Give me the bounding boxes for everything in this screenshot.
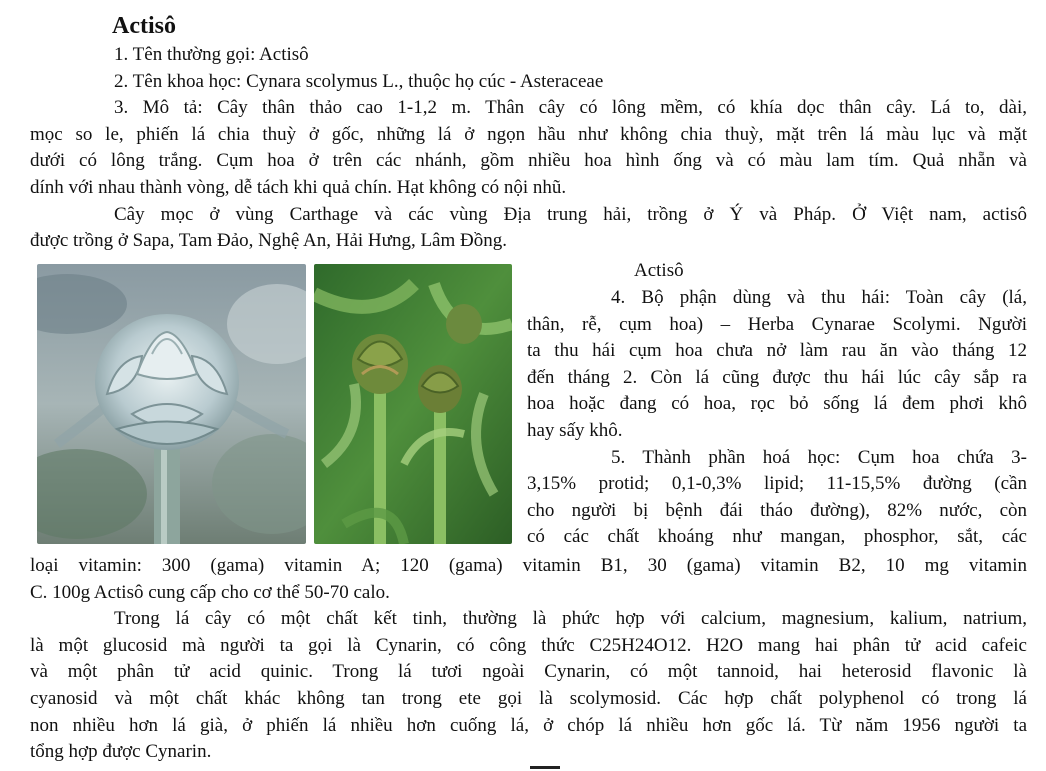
habitat-line-1: Cây mọc ở vùng Carthage và các vùng Địa trung hải, trồng ở Ý và Pháp. Ở Việt nam, actisô [114,203,1027,225]
parts-used-line-2: thân, rễ, cụm hoa) – Herba Cynarae Scolymi. Người [527,313,1027,335]
artichoke-flower-photo [37,264,306,544]
description-line-3: dưới có lông trắng. Cụm hoa ở trên các nhánh, gồm nhiều hoa hình ống và có màu lam tím. Quả nhẵn và [30,150,1027,172]
right-column-text [527,285,1027,551]
chemistry-line-1: 5. Thành phần hoá học: Cụm hoa chứa 3- [611,446,1027,468]
cynarin-line-1: Trong lá cây có một chất kết tinh, thường là phức hợp với calcium, magnesium, kalium, natrium, [114,608,1027,630]
intro-section [30,42,1027,255]
parts-used-line-1: 4. Bộ phận dùng và thu hái: Toàn cây (lá, [611,287,1027,308]
chemistry-line-2: 3,15% protid; 0,1-0,3% lipid; 11-15,5% đường (cần [527,473,1027,495]
parts-used-line-3: ta thu hái cụm hoa chưa nở làm rau ăn vào tháng 12 [527,340,1027,362]
scientific-name-line: 2. Tên khoa học: Cynara scolymus L., thuộc họ cúc - Asteraceae [114,70,604,92]
cynarin-line-2: là một glucosid mà người ta gọi là Cynarin, có công thức C25H24O12. H2O mang hai phân tử acid cafeic [30,634,1027,656]
habitat-line-2: được trồng ở Sapa, Tam Đảo, Nghệ An, Hải Hưng, Lâm Đồng. [30,230,507,252]
bottom-section [30,553,1027,766]
vitamin-line-2: C. 100g Actisô cung cấp cho cơ thể 50-70 calo. [30,581,390,603]
page-title: Actisô [112,13,176,39]
chemistry-line-4: có các chất khoáng như mangan, phosphor, sắt, các [527,526,1027,548]
parts-used-line-5: hoa hoặc đang có hoa, rọc bỏ sống lá đem phơi khô [527,393,1027,415]
page-cut-mark [530,766,560,769]
cynarin-line-4: cyanosid và một chất khác không tan trong ete gọi là scolymosid. Các hợp chất polyphenol có trong lá [30,687,1027,709]
cynarin-line-5: non nhiều hơn lá già, ở phiến lá nhiều hơn cuống lá, ở chóp lá nhiều hơn gốc lá. Từ năm 1956 người ta [30,714,1027,736]
vitamin-line-1: loại vitamin: 300 (gama) vitamin A; 120 (gama) vitamin B1, 30 (gama) vitamin B2, 10 mg vitamin [30,555,1027,576]
cynarin-line-3: và một phân tử acid quinic. Trong lá tươi ngoài Cynarin, có một tannoid, hai heterosid flavonic là [30,661,1027,683]
parts-used-line-6: hay sấy khô. [527,419,623,441]
chemistry-line-3: cho người bị bệnh đái tháo đường), 82% nước, còn [527,499,1027,521]
artichoke-plant-photo [314,264,512,544]
cynarin-line-6: tổng hợp được Cynarin. [30,741,212,763]
figure-caption: Actisô [634,260,684,281]
common-name-line: 1. Tên thường gọi: Actisô [114,44,309,65]
description-line-1: 3. Mô tả: Cây thân thảo cao 1-1,2 m. Thân cây có lông mềm, có khía dọc thân cây. Lá to, dài, [114,97,1027,119]
description-line-2: mọc so le, phiến lá chia thuỳ ở gốc, những lá ở ngọn hầu như không chia thuỳ, mặt trên lá màu lục và mặt [30,123,1027,145]
description-line-4: dính với nhau thành vòng, dễ tách khi quả chín. Hạt không có nội nhũ. [30,176,567,198]
parts-used-line-4: đến tháng 2. Còn lá cũng được thu hái lúc cây sắp ra [527,366,1027,388]
